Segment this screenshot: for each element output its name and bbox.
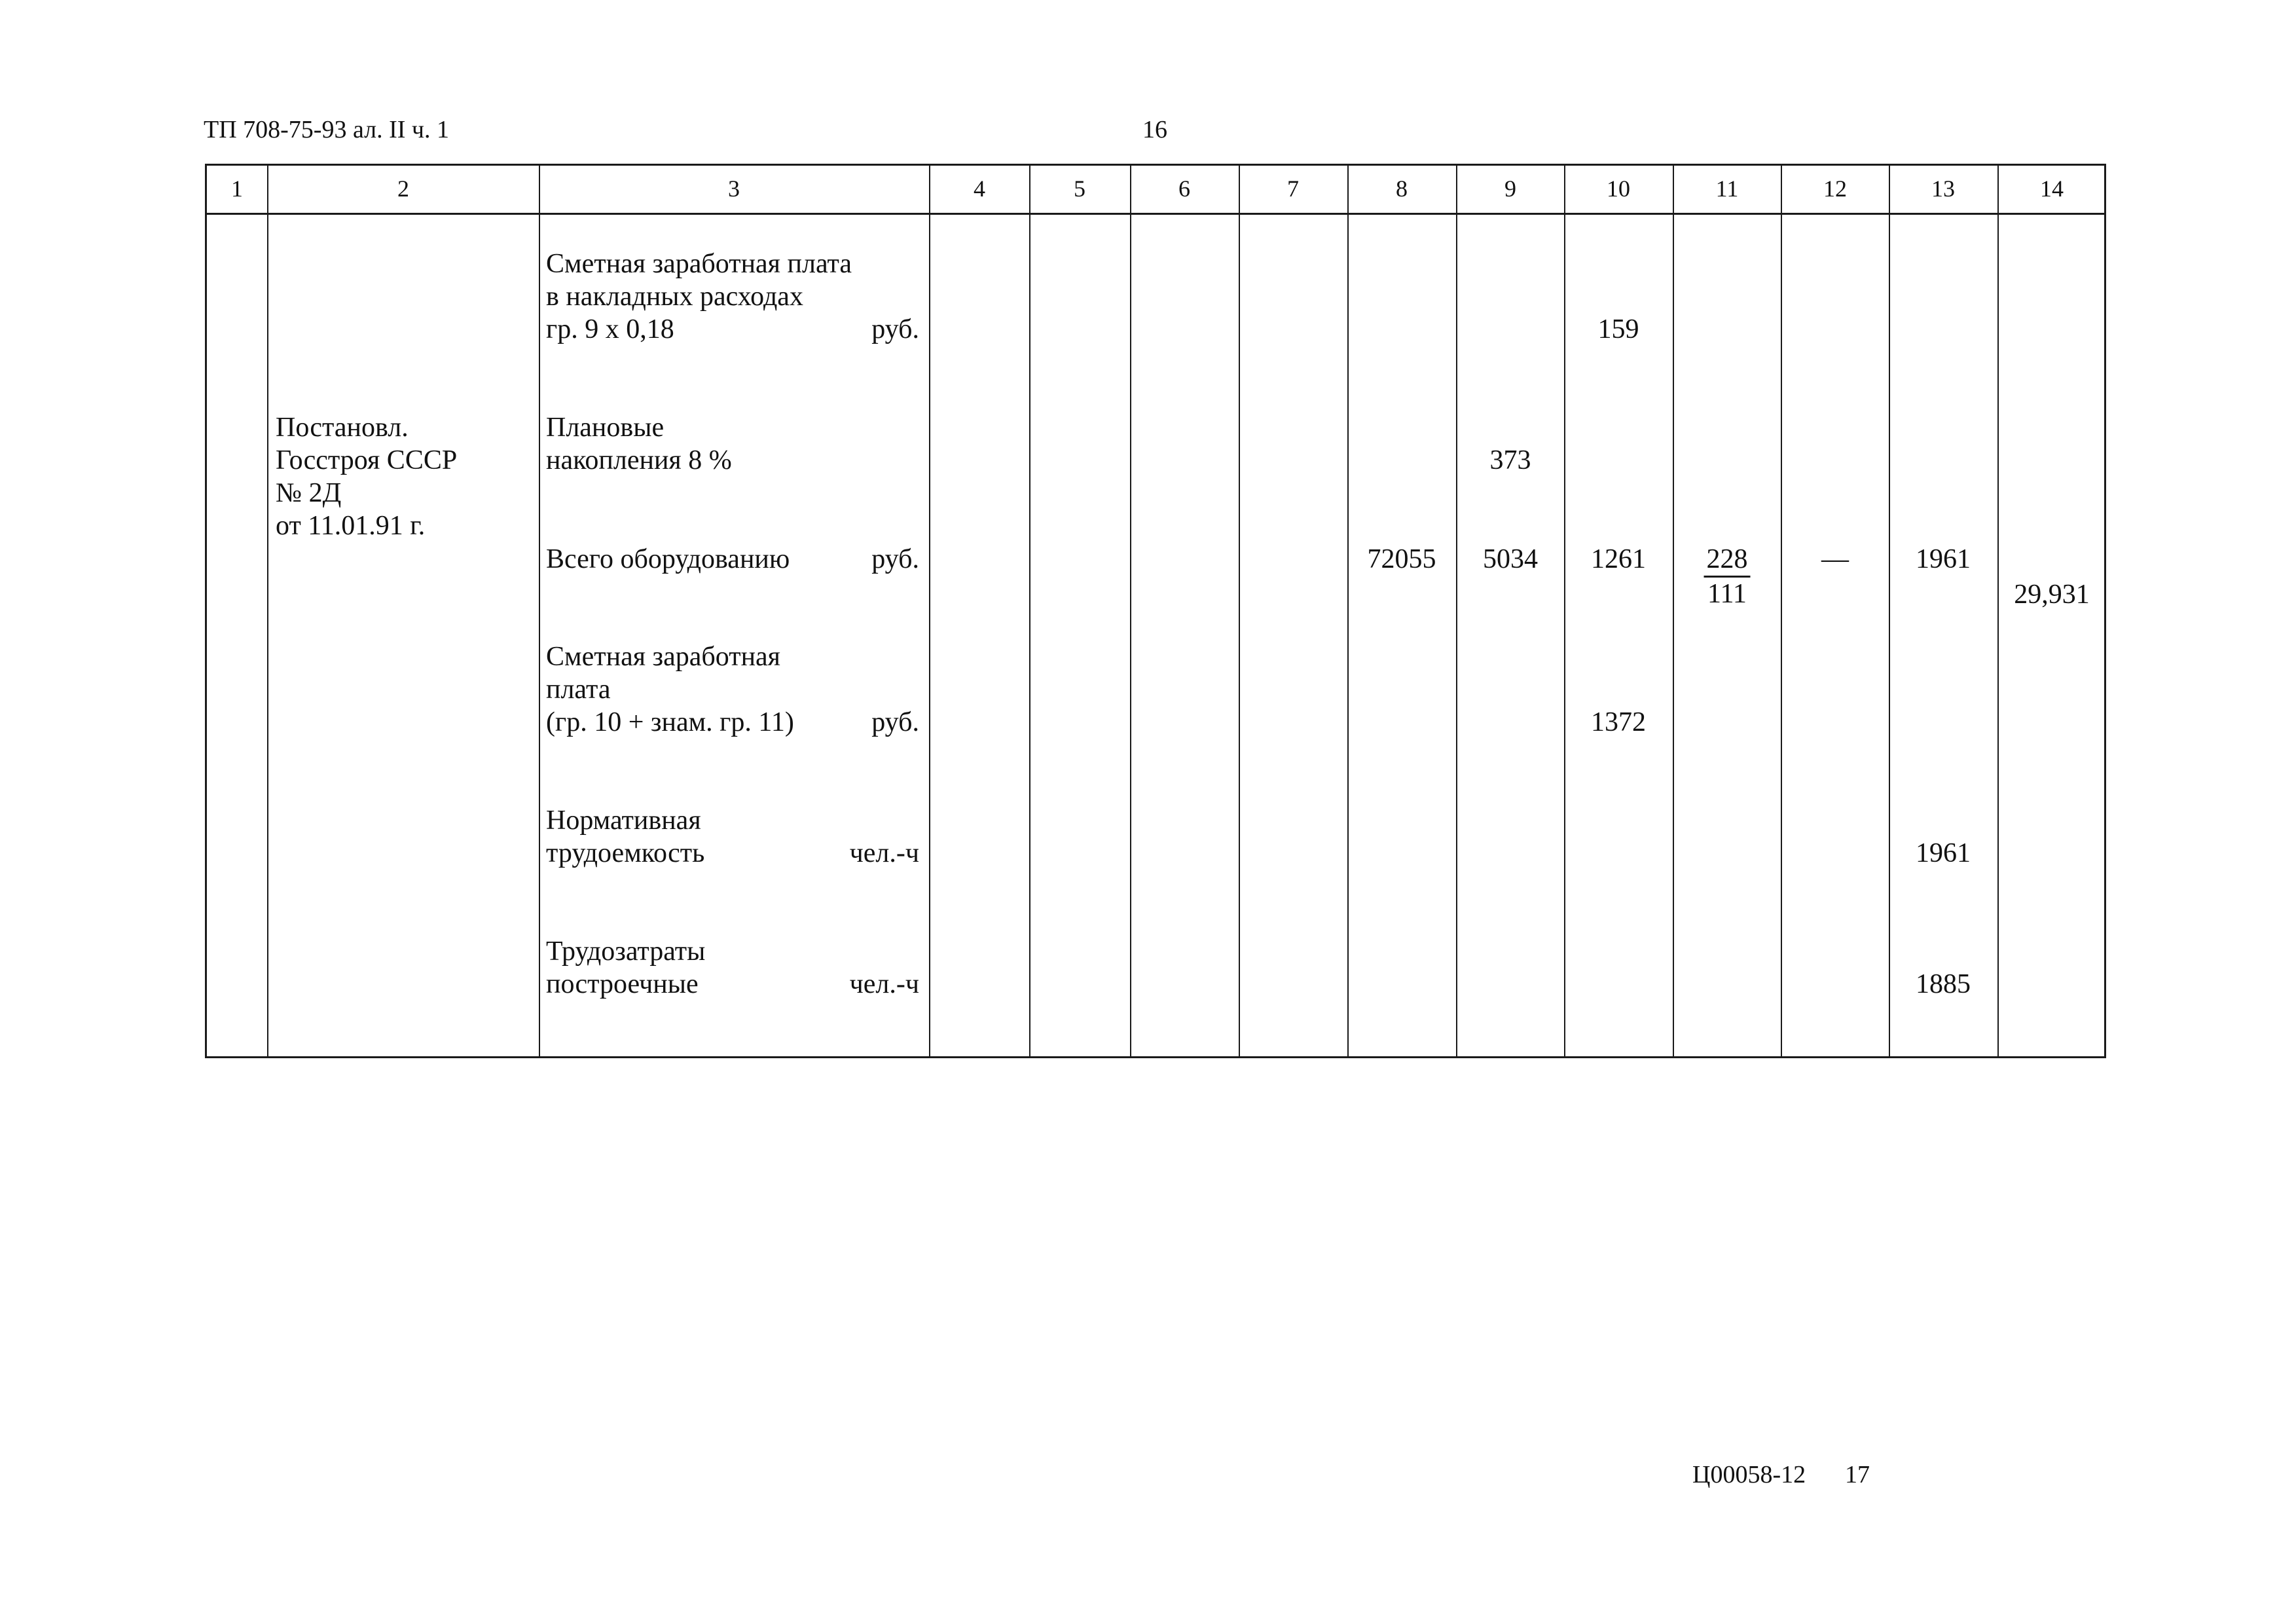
value-cell: 29,931: [2014, 580, 2090, 610]
column-number: 11: [1715, 175, 1739, 202]
column-number: 10: [1607, 175, 1630, 202]
page-number: 16: [1142, 116, 1167, 143]
label-line: построечные: [546, 969, 699, 999]
label-line: в накладных расходах: [546, 282, 803, 312]
column-number: 5: [1074, 175, 1085, 202]
column-number: 12: [1823, 175, 1847, 202]
label-line: Плановые: [546, 413, 665, 443]
document-code: ТП 708-75-93 ал. II ч. 1: [204, 116, 450, 143]
row-label: [546, 935, 919, 1001]
fraction-cell: [1704, 543, 1751, 610]
row-label: [546, 248, 919, 346]
value-cell: 1961: [1916, 544, 1971, 574]
fraction-numerator: 228: [1704, 543, 1751, 578]
column-number: 4: [974, 175, 985, 202]
value-cell: 373: [1489, 445, 1531, 475]
value-cell: 1261: [1591, 544, 1646, 574]
unit-label: чел.-ч: [849, 838, 919, 868]
reference-line: от 11.01.91 г.: [276, 511, 426, 541]
unit-label: руб.: [871, 707, 919, 737]
column-number: 13: [1931, 175, 1955, 202]
column-number: 3: [728, 175, 740, 202]
reference-line: № 2Д: [276, 478, 342, 508]
value-cell: —: [1821, 544, 1849, 574]
reference-line: Постановл.: [276, 413, 409, 443]
row-label: [546, 411, 919, 477]
column-number: 2: [397, 175, 409, 202]
row-label: [546, 640, 919, 739]
footer-page-number: 17: [1845, 1461, 1870, 1488]
column-number: 1: [231, 175, 243, 202]
label-line: Сметная заработная: [546, 642, 781, 672]
value-cell: 1372: [1591, 707, 1646, 737]
label-line: трудоемкость: [546, 838, 705, 868]
column-number: 8: [1396, 175, 1408, 202]
fraction-denominator: 111: [1707, 579, 1747, 609]
label-line: накопления 8 %: [546, 445, 732, 475]
estimate-table: [205, 164, 2106, 1058]
label-line: Трудозатраты: [546, 936, 706, 967]
value-cell: 159: [1597, 314, 1639, 344]
label-line: (гр. 10 + знам. гр. 11): [546, 707, 794, 737]
value-cell: 72055: [1367, 544, 1436, 574]
label-line: Нормативная: [546, 805, 701, 836]
footer-code: Ц00058-12: [1692, 1461, 1806, 1488]
label-line: плата: [546, 674, 611, 705]
label-line: гр. 9 х 0,18: [546, 314, 674, 344]
row-label: [546, 804, 919, 870]
column-number: 6: [1178, 175, 1190, 202]
label-line: Всего оборудованию: [546, 544, 790, 574]
reference-line: Госстроя СССР: [276, 445, 458, 475]
value-cell: 5034: [1483, 544, 1538, 574]
value-cell: 1885: [1916, 969, 1971, 999]
row-label: [546, 543, 919, 576]
unit-label: руб.: [871, 544, 919, 574]
column-number: 9: [1504, 175, 1516, 202]
unit-label: чел.-ч: [849, 969, 919, 999]
unit-label: руб.: [871, 314, 919, 344]
label-line: Сметная заработная плата: [546, 249, 852, 279]
reference-cell: [276, 411, 457, 542]
column-number: 7: [1287, 175, 1299, 202]
value-cell: 1961: [1916, 838, 1971, 868]
column-number: 14: [2040, 175, 2064, 202]
